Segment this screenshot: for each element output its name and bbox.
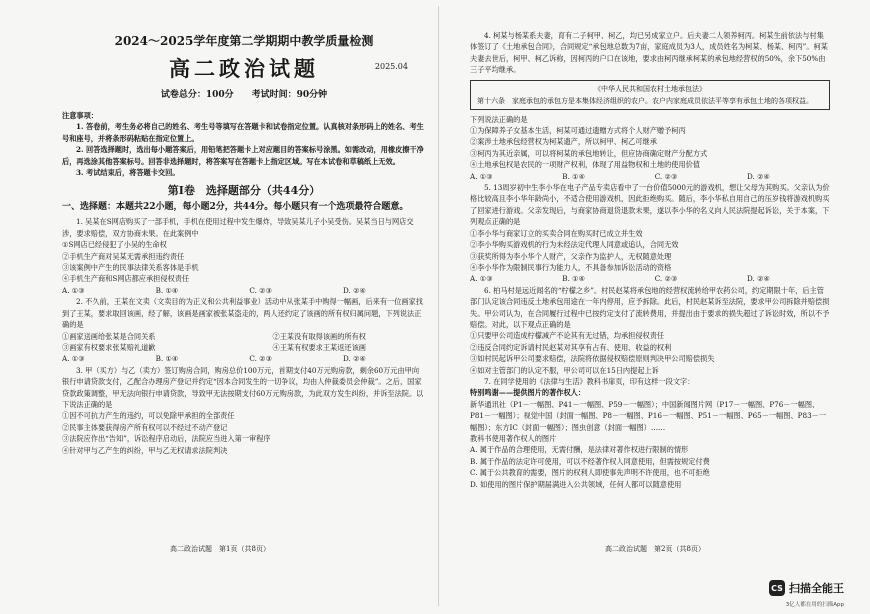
scanner-logo-icon: CS [769, 580, 785, 596]
q3-item: ②民事主体要获得房产所有权可以不经过不动产登记 [62, 422, 228, 432]
law-excerpt-box [470, 80, 830, 110]
q4-option-d: D. ②④ [747, 171, 770, 181]
q2-options [62, 353, 426, 364]
q1-options [62, 285, 426, 296]
q6-item: ①只要甲公司造成柠檬减产不论其有无过错，均承担侵权责任 [470, 331, 665, 341]
q7-option-c: C. 属于公共教育的需要，图片的权利人即使事先声明不许使用，也不可拒绝 [470, 468, 710, 478]
q3-item: ④针对甲与乙产生的纠纷，甲与乙无权请求法院判决 [62, 445, 228, 455]
q5-option-b: B. ①④ [562, 274, 586, 284]
q6-item: ③如村民起诉甲公司要求赔偿，法院将依据侵权赔偿原则判决甲公司赔偿损失 [470, 354, 715, 364]
q5-options [470, 273, 830, 284]
q1-option-d: D. ②④ [343, 285, 366, 295]
q2-item: ③画家有权要求张某赔礼道歉 [62, 342, 156, 352]
law-excerpt-text: 第十六条 家庭承包的承包方是本集体经济组织的农户。农户内家庭成员依法平等享有承包土地的各项权益。 [477, 96, 813, 105]
q4-option-b: B. ①④ [562, 171, 586, 181]
q5-item: ③获奖所得为李小华个人财产，父亲作为监护人，无权随意处理 [470, 251, 672, 261]
q4-option-c: C. ②③ [654, 171, 678, 181]
q2-item: ④王某有权要求王某返还该画 [272, 342, 366, 352]
q4-options [470, 171, 830, 182]
exam-meta: 试卷总分：100分 考试时间：90分钟 [160, 90, 328, 100]
q1-item: ④手机生产商和S网店都应承担侵权责任 [62, 274, 190, 284]
section1-instructions: 一、选择题：本题共22小题，每小题2分，共44分。每小题只有一个选项最符合题意。 [62, 202, 409, 213]
exam-date: 2025.04 [374, 62, 408, 71]
subject-title-text: 高二政治试题 [169, 56, 319, 81]
q2-option-c: C. ②③ [249, 354, 273, 364]
q2-option-b: B. ①④ [155, 354, 179, 364]
q5-option-c: C. ②③ [654, 274, 678, 284]
q1-item: ①S网店已经侵犯了小吴的生命权 [62, 240, 167, 250]
q4-option-a: A. ①③ [470, 171, 493, 181]
q6-stem: 6. 柏马村是远近闻名的“柠檬之乡”。村民赵某将承包地的经营权流转给甲农药公司，约定期限十年，后主管部门认定该合同违反土地承包用途在一年内停用，应予拆除。此后，村民赵某诉至法院，要求甲公司拆除并赔偿损失。甲公司认为，在合同履行过程中已按约定支付了流转费用，并提出由于要求的损失超过了诉讼时效，所以不予赔偿。对此，以下观点正确的是 [470, 285, 830, 329]
q7-option-a: A. 属于作品的合理使用，无需付酬，是法律对著作权进行限制的情形 [470, 445, 689, 455]
q2-option-a: A. ①③ [62, 354, 85, 364]
notice-item-3: 3. 考试结束后，将答题卡交回。 [76, 168, 180, 178]
q2-stem: 2. 不久前，王某在文卖（文卖目的为正义和公共利益事业）活动中从张某手中购得一幅画，后来有一位画家找到了王某，要求取回该画，经了解，该画是画家被张某盗走的，两人还约定了该画的所有权归属问题，下列说法正确的是 [62, 297, 423, 330]
q7-prompt: 教科书使用著作权人的图片 [470, 434, 557, 443]
q1-option-a: A. ①③ [62, 285, 85, 295]
q1-option-b: B. ①④ [155, 285, 179, 295]
q6-item: ④如对主管部门的认定不服，甲公司可以在15日内提起上诉 [470, 365, 659, 375]
q3-item: ③法院应作出“告知”，诉讼程序启动后，法院应当进入第一审程序 [62, 434, 271, 444]
q5-item: ①李小华与商家订立的买卖合同在购买时已成立并生效 [470, 228, 643, 238]
q4-item: ②案涉土地承包经营权为柯某遗产，所以柯甲、柯乙可继承 [470, 137, 657, 147]
scanner-watermark [769, 580, 844, 596]
q2-items-row2 [62, 342, 426, 353]
q1-option-c: C. ②③ [249, 285, 273, 295]
q2-item: ①画家送画给张某是合同关系 [62, 331, 156, 341]
q4-prompt: 下列说法正确的是 [470, 114, 528, 124]
q5-item: ④李小华作为限制民事行为能力人，不具备参加诉讼活动的资格 [470, 262, 672, 272]
q2-option-d: D. ②④ [343, 354, 366, 364]
scanner-tagline: 3亿人都在用的扫描App [785, 602, 844, 608]
q4-item: ④土地承包权是农民的一项财产权利，体现了用益物权和土地的使用价值 [470, 160, 701, 170]
q3-item: ①因不可抗力产生的违约，可以免除甲承担的全部责任 [62, 411, 235, 421]
subject-title [62, 53, 426, 83]
q2-item: ②王某没有取得该画的所有权 [272, 331, 366, 341]
q2-items-row1 [62, 331, 426, 342]
q6-item: ②违反合同约定诉请村民赵某对其享有占有、使用、收益的权利 [470, 342, 672, 352]
q5-option-a: A. ①③ [470, 274, 493, 284]
page-2-footer: 高二政治试题 第2页（共8页） [605, 545, 705, 553]
q7-stem: 7. 在同学使用的《法律与生活》教科书扉页，印有这样一段文字： [484, 376, 695, 386]
q7-credit-lines: 新华通讯社（P1－一幅图、P41－一幅图、P59－一幅图）；中国新闻图片网（P17－一幅图、P76－一幅图、P81－一幅图）；视觉中国（封面一幅图、P8－一幅图、P16－一幅图、P51－一幅图、P65－一幅图、P83－一幅图）；东方IC（封面一幅图）；图虫创意（封面一幅图）…… [470, 399, 827, 432]
notice-heading: 注意事项： [62, 111, 98, 120]
exam-title: 2024～2025学年度第二学期期中教学质量检测 [114, 34, 374, 48]
q7-option-d: D. 如使用的图片保护期届满进入公共领域，任何人都可以随意使用 [470, 479, 682, 489]
q5-stem: 5. 13周岁初中生李小华在电子产品专卖店看中了一台价值5000元的游戏机，想让父母为其购买。父亲认为价格比较高且李小华年龄尚小，不适合使用游戏机，因此拒绝购买。随后，李小华私自用自己的压岁钱将游戏机购买了回家进行游戏。父亲发现后，与商家协商退货退款未果，遂以李小华的名义向人民法院提起诉讼，关于本案，下列观点正确的是 [470, 183, 830, 227]
q4-item: ①为保障养子女基本生活，柯某可通过遗赠方式将个人财产赠予柯丙 [470, 126, 686, 136]
page-1-footer: 高二政治试题 第1页（共8页） [170, 545, 270, 553]
exam-page-2 [440, 0, 870, 614]
notice-item-2: 2. 回答选择题时，选出每小题答案后，用铅笔把答题卡上对应题目的答案标号涂黑。如需改动，用橡皮擦干净后，再选涂其他答案标号。回答非选择题时，将答案写在答题卡上指定区域。写在本试卷和草稿纸上无效。 [62, 145, 424, 166]
q1-item: ②手机生产商对吴某无需承担违约责任 [62, 251, 185, 261]
part1-title: 第Ⅰ卷 选择题部分（共44分） [167, 184, 321, 198]
q7-option-b: B. 属于作品的法定许可使用，可以不经著作权人同意使用，但需按规定付费 [470, 456, 710, 466]
law-excerpt-caption: 《中华人民共和国农村土地承包法》 [594, 84, 706, 93]
q7-credit-title: 特别鸣谢——提供图片的著作权人： [470, 388, 586, 398]
notice-item-1: 1. 答卷前，考生务必将自己的姓名、考生号等填写在答题卡和试卷指定位置。认真核对条形码上的姓名、考生号和座号，并将条形码粘贴在指定位置上。 [62, 122, 424, 143]
q5-item: ②李小华购买游戏机的行为未经法定代理人同意或追认，合同无效 [470, 240, 679, 250]
q4-item: ③柯丙为其近亲属，可以将柯某的承包地转让，但应协商确定财产分配方式 [470, 148, 708, 158]
scanner-brand: 扫描全能王 [789, 582, 844, 595]
q5-option-d: D. ②④ [747, 274, 770, 284]
q3-stem: 3. 甲（买方）与乙（卖方）签订购房合同，购房总价100万元，首期支付40万元购房款，剩余60万元由甲向银行申请贷款支付，乙配合办理房产登记并约定“因本合同发生的一切争议，均由人仲裁委员会仲裁”。之后，国家贷款政策调整，甲无法向银行申请贷款，导致甲无法按期支付60万元购房款，为此双方发生纠纷，并诉至法院。以下说法正确的是 [62, 365, 424, 409]
q4-stem: 4. 柯某与杨某系夫妻，育有二子柯甲、柯乙，均已另成家立户。后夫妻二人领养柯丙。柯某生前依法与村集体签订了《土地承包合同》，合同规定“承包地总数为7亩，家庭成员为3人，成员姓名为柯某、杨某、柯丙”。柯某夫妻去世后，柯甲、柯乙诉称，因柯丙的户口在该地，要求由柯丙继承柯某的承包地经营权的50%，余下50%由三子平均继承。 [470, 31, 828, 75]
q1-item: ③该案例中产生的民事法律关系客体是手机 [62, 263, 199, 273]
q1-stem: 1. 吴某在S网店购买了一部手机，手机在使用过程中发生爆炸，导致吴某儿子小吴受伤。吴某当日与网店交涉，要求赔偿，双方协商未果。在此案例中 [62, 217, 414, 238]
